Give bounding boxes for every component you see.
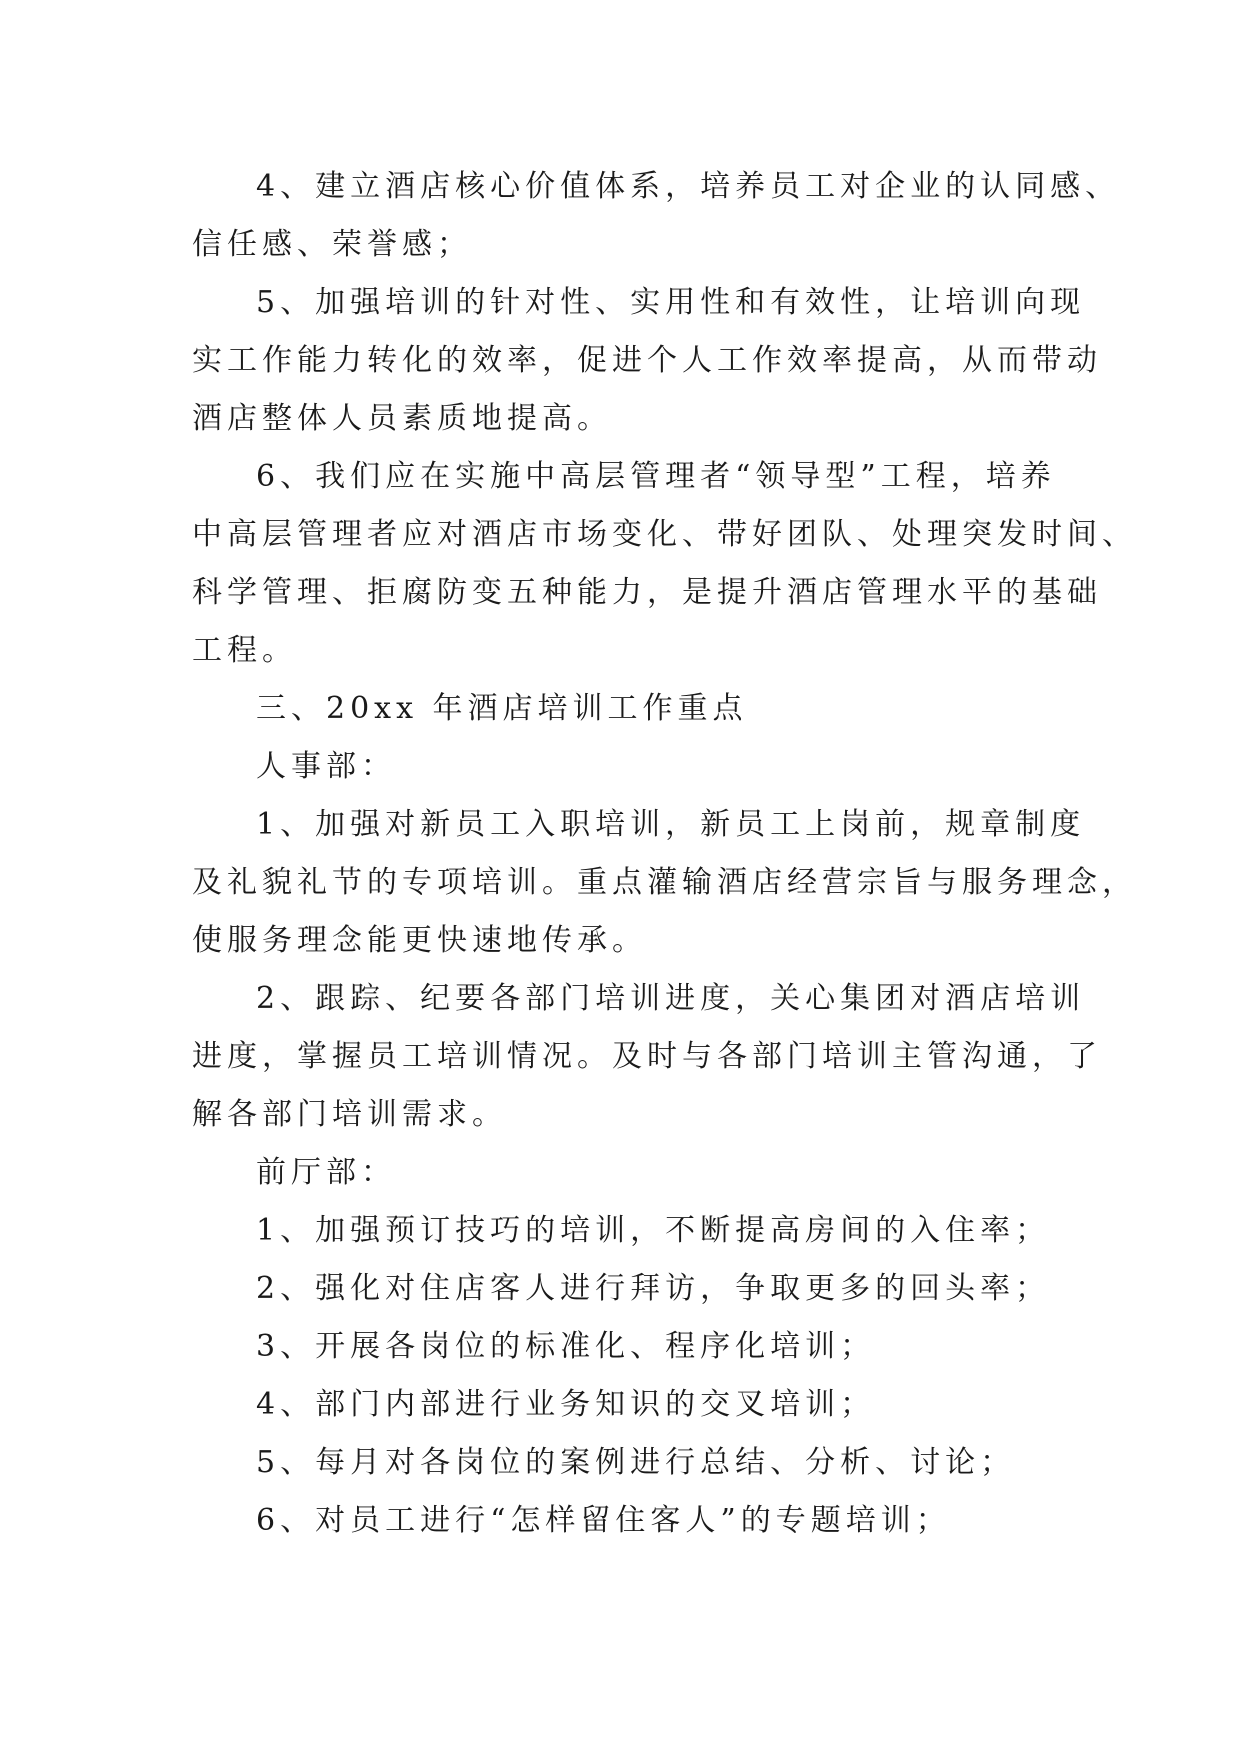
section-heading: [192, 680, 1058, 738]
paragraph-training-effectiveness: [192, 274, 1102, 448]
list-item-front-office-1: [192, 1202, 1058, 1260]
list-item-front-office-4: [192, 1376, 1058, 1434]
text-line: 进度，掌握员工培训情况。及时与各部门培训主管沟通，了: [192, 1039, 1102, 1074]
text-line: 使服务理念能更快速地传承。: [192, 923, 647, 958]
text-line: 6、我们应在实施中高层管理者“领导型”工程，培养: [256, 459, 1056, 494]
text-line: 中高层管理者应对酒店市场变化、带好团队、处理突发时间、: [192, 517, 1137, 552]
text-line: 信任感、荣誉感；: [192, 227, 472, 262]
paragraph-hr-item-2: [192, 970, 1102, 1144]
text-line: 实工作能力转化的效率，促进个人工作效率提高，从而带动: [192, 343, 1102, 378]
paragraph-core-values: [192, 158, 1121, 274]
text-line: 工程。: [192, 633, 297, 668]
list-item-front-office-2: [192, 1260, 1058, 1318]
text-line: 前厅部：: [256, 1155, 396, 1190]
text-line: 人事部：: [256, 749, 396, 784]
text-line: 2、跟踪、纪要各部门培训进度，关心集团对酒店培训: [256, 981, 1086, 1016]
department-heading-hr: [192, 738, 1058, 796]
text-line: 2、强化对住店客人进行拜访，争取更多的回头率；: [256, 1271, 1051, 1306]
text-line: 及礼貌礼节的专项培训。重点灌输酒店经营宗旨与服务理念，: [192, 865, 1137, 900]
text-line: 5、每月对各岗位的案例进行总结、分析、讨论；: [256, 1445, 1016, 1480]
department-heading-front-office: [192, 1144, 1058, 1202]
text-line: 1、加强预订技巧的培训，不断提高房间的入住率；: [256, 1213, 1051, 1248]
text-line: 科学管理、拒腐防变五种能力，是提升酒店管理水平的基础: [192, 575, 1102, 610]
list-item-front-office-5: [192, 1434, 1058, 1492]
text-line: 3、开展各岗位的标准化、程序化培训；: [256, 1329, 876, 1364]
text-line: 4、建立酒店核心价值体系，培养员工对企业的认同感、: [256, 169, 1121, 204]
paragraph-hr-item-1: [192, 796, 1137, 970]
document-body: [192, 158, 1137, 1550]
text-line: 酒店整体人员素质地提高。: [192, 401, 612, 436]
text-line: 三、20xx 年酒店培训工作重点: [256, 691, 748, 726]
text-line: 5、加强培训的针对性、实用性和有效性，让培训向现: [256, 285, 1086, 320]
text-line: 1、加强对新员工入职培训，新员工上岗前，规章制度: [256, 807, 1086, 842]
list-item-front-office-3: [192, 1318, 1058, 1376]
text-line: 6、对员工进行“怎样留住客人”的专题培训；: [256, 1503, 951, 1538]
paragraph-leadership-project: [192, 448, 1137, 680]
text-line: 4、部门内部进行业务知识的交叉培训；: [256, 1387, 876, 1422]
text-line: 解各部门培训需求。: [192, 1097, 507, 1132]
list-item-front-office-6: [192, 1492, 1058, 1550]
